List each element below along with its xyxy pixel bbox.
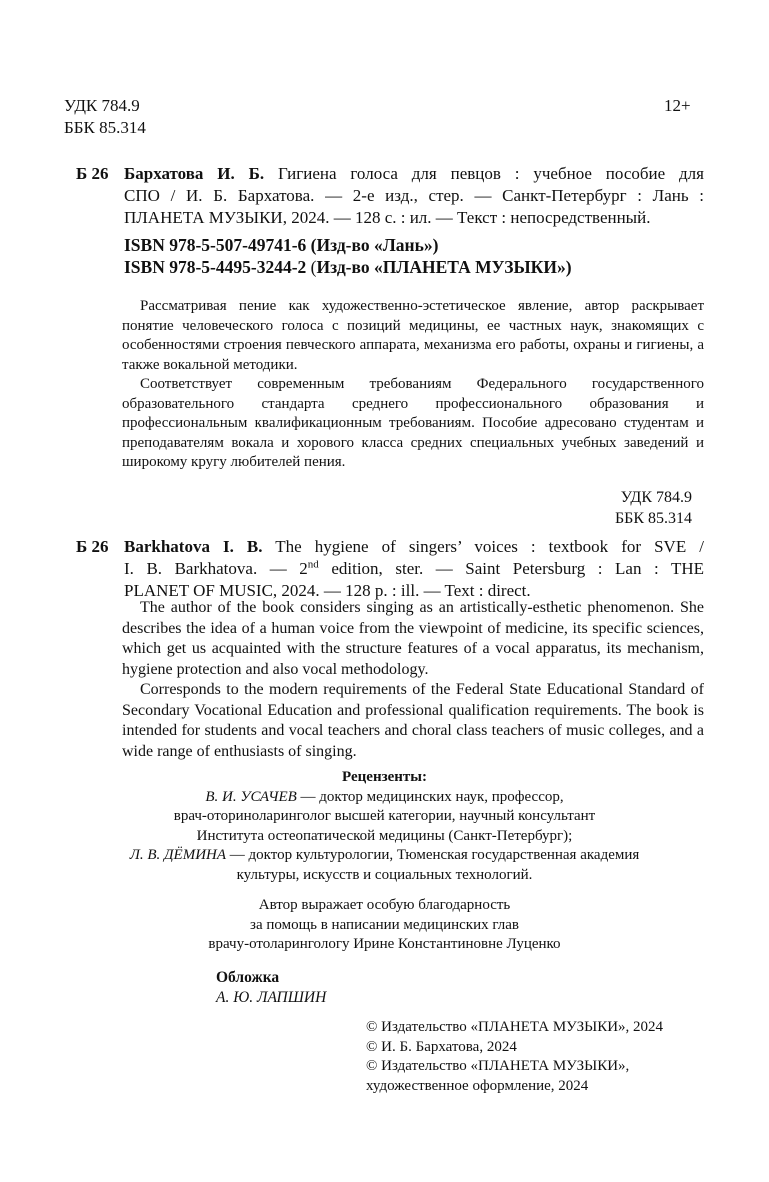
udk-code: УДК 784.9 xyxy=(620,489,692,506)
age-rating: 12+ xyxy=(664,96,691,115)
ru-bibliographic-record xyxy=(124,163,704,229)
en-abstract-paragraph: Corresponds to the modern requirements of the Federal State Educational Standard of Secondary Vocational Education and professional qualification requirements. The book is intended for students and vocal teachers and choral class teachers of music colleges, and a wide range of enthusiasts of singing. xyxy=(122,681,704,760)
copyright-line: © Издательство «ПЛАНЕТА МУЗЫКИ», xyxy=(366,1058,630,1074)
copyright-line: © И. Б. Бархатова, 2024 xyxy=(366,1038,517,1055)
ru-abstract-paragraph: Рассматривая пение как художественно-эстетическое явление, автор раскрывает понятие человеческого голоса с позиций медицины, ее частных наук, знакомящих с особенностями строения певческого аппарата, механизма его работы, охраны и гигиены, а также вокальной методики. xyxy=(122,298,704,373)
en-biblio-line-3: PLANET OF MUSIC, 2024. — 128 p. : ill. — Text : direct. xyxy=(124,581,531,600)
en-abstract-paragraph: The author of the book considers singing as an artistically-esthetic phenomenon. She describes the idea of a human voice from the viewpoint of medicine, its specific sciences, which get us acquainted with the structure features of a vocal apparatus, its mechanism, hygiene protection and also vocal methodology. xyxy=(122,599,704,678)
ru-biblio-line-1 xyxy=(124,163,704,185)
copyright-line: © Издательство «ПЛАНЕТА МУЗЫКИ», 2024 xyxy=(366,1019,664,1035)
en-biblio-line-1 xyxy=(124,536,704,558)
cover-designer: А. Ю. ЛАПШИН xyxy=(216,989,327,1006)
copyright-line: художественное оформление, 2024 xyxy=(366,1077,589,1094)
reviewer-2-line-2: культуры, искусств и социальных технологий. xyxy=(236,866,533,883)
udk-code: УДК 784.9 xyxy=(64,96,140,115)
reviewer-1-line-2: врач-оториноларинголог высшей категории, научный консультант xyxy=(173,808,596,824)
reviewer-credentials: — доктор культурологии, Тюменская государственная академия xyxy=(229,847,640,863)
reviewer-name: Л. В. ДЁМИНА xyxy=(129,847,227,863)
reviewers xyxy=(60,768,709,885)
copyright-block xyxy=(366,1018,663,1096)
cover-heading: Обложка xyxy=(216,969,280,986)
acknowledgement-line: за помощь в написании медицинских глав xyxy=(250,916,519,933)
en-title: The hygiene of singers’ voices : textbook for SVE / xyxy=(275,537,704,556)
ru-abstract xyxy=(122,297,704,473)
en-author-code: Б 26 xyxy=(76,537,109,556)
edition-superscript: nd xyxy=(307,558,319,571)
cover-credit xyxy=(216,968,326,1008)
reviewers-heading: Рецензенты: xyxy=(342,769,427,785)
acknowledgement-line: Автор выражает особую благодарность xyxy=(258,897,511,913)
isbn-planeta-number: ISBN 978-5-4495-3244-2 xyxy=(124,257,307,277)
en-abstract xyxy=(122,598,704,762)
reviewer-credentials: — доктор медицинских наук, профессор, xyxy=(300,788,564,805)
bbk-code: ББК 85.314 xyxy=(614,510,692,527)
ru-abstract-paragraph: Соответствует современным требованиям Федерального государственного образовательного стандарта среднего профессионального образования и профессиональным квалификационным требованиям. Пособие адресовано студентам и преподавателям вокала и хорового класса средних специальных учебных заведений и широкому кругу любителей пения. xyxy=(122,376,704,470)
isbn-block xyxy=(124,234,572,278)
en-author: Barkhatova I. B. xyxy=(124,537,263,556)
isbn-planeta xyxy=(124,256,572,278)
mid-index xyxy=(590,487,692,529)
bbk-code: ББК 85.314 xyxy=(64,118,146,137)
en-biblio-line-2 xyxy=(124,558,704,580)
reviewer-1 xyxy=(60,788,709,808)
acknowledgement-line: врачу-отоларингологу Ирине Константиновне Луценко xyxy=(208,936,561,952)
reviewer-2 xyxy=(60,846,709,866)
isbn-planeta-publisher: Изд-во «ПЛАНЕТА МУЗЫКИ») xyxy=(316,257,572,277)
en-biblio-imprint: edition, ster. — Saint Petersburg : Lan : THE xyxy=(331,559,704,578)
isbn-planeta-paren: ( xyxy=(310,257,317,277)
ru-author-code: Б 26 xyxy=(76,164,109,183)
ru-author: Бархатова И. Б. xyxy=(124,164,265,183)
en-biblio-author-edition: I. B. Barkhatova. — 2 xyxy=(124,559,308,578)
acknowledgement xyxy=(60,896,709,955)
isbn-lan: ISBN 978-5-507-49741-6 (Изд-во «Лань») xyxy=(124,235,439,255)
ru-biblio-line-3: ПЛАНЕТА МУЗЫКИ, 2024. — 128 с. : ил. — Текст : непосредственный. xyxy=(124,208,651,227)
en-bibliographic-record xyxy=(124,536,704,602)
ru-title: Гигиена голоса для певцов : учебное пособие для xyxy=(277,164,704,183)
reviewer-name: В. И. УСАЧЕВ xyxy=(205,788,297,805)
reviewer-1-line-3: Института остеопатической медицины (Санкт-Петербург); xyxy=(196,827,573,844)
header-index xyxy=(64,95,146,139)
ru-biblio-line-2: СПО / И. Б. Бархатова. — 2-е изд., стер. — Санкт-Петербург : Лань : xyxy=(124,186,704,205)
